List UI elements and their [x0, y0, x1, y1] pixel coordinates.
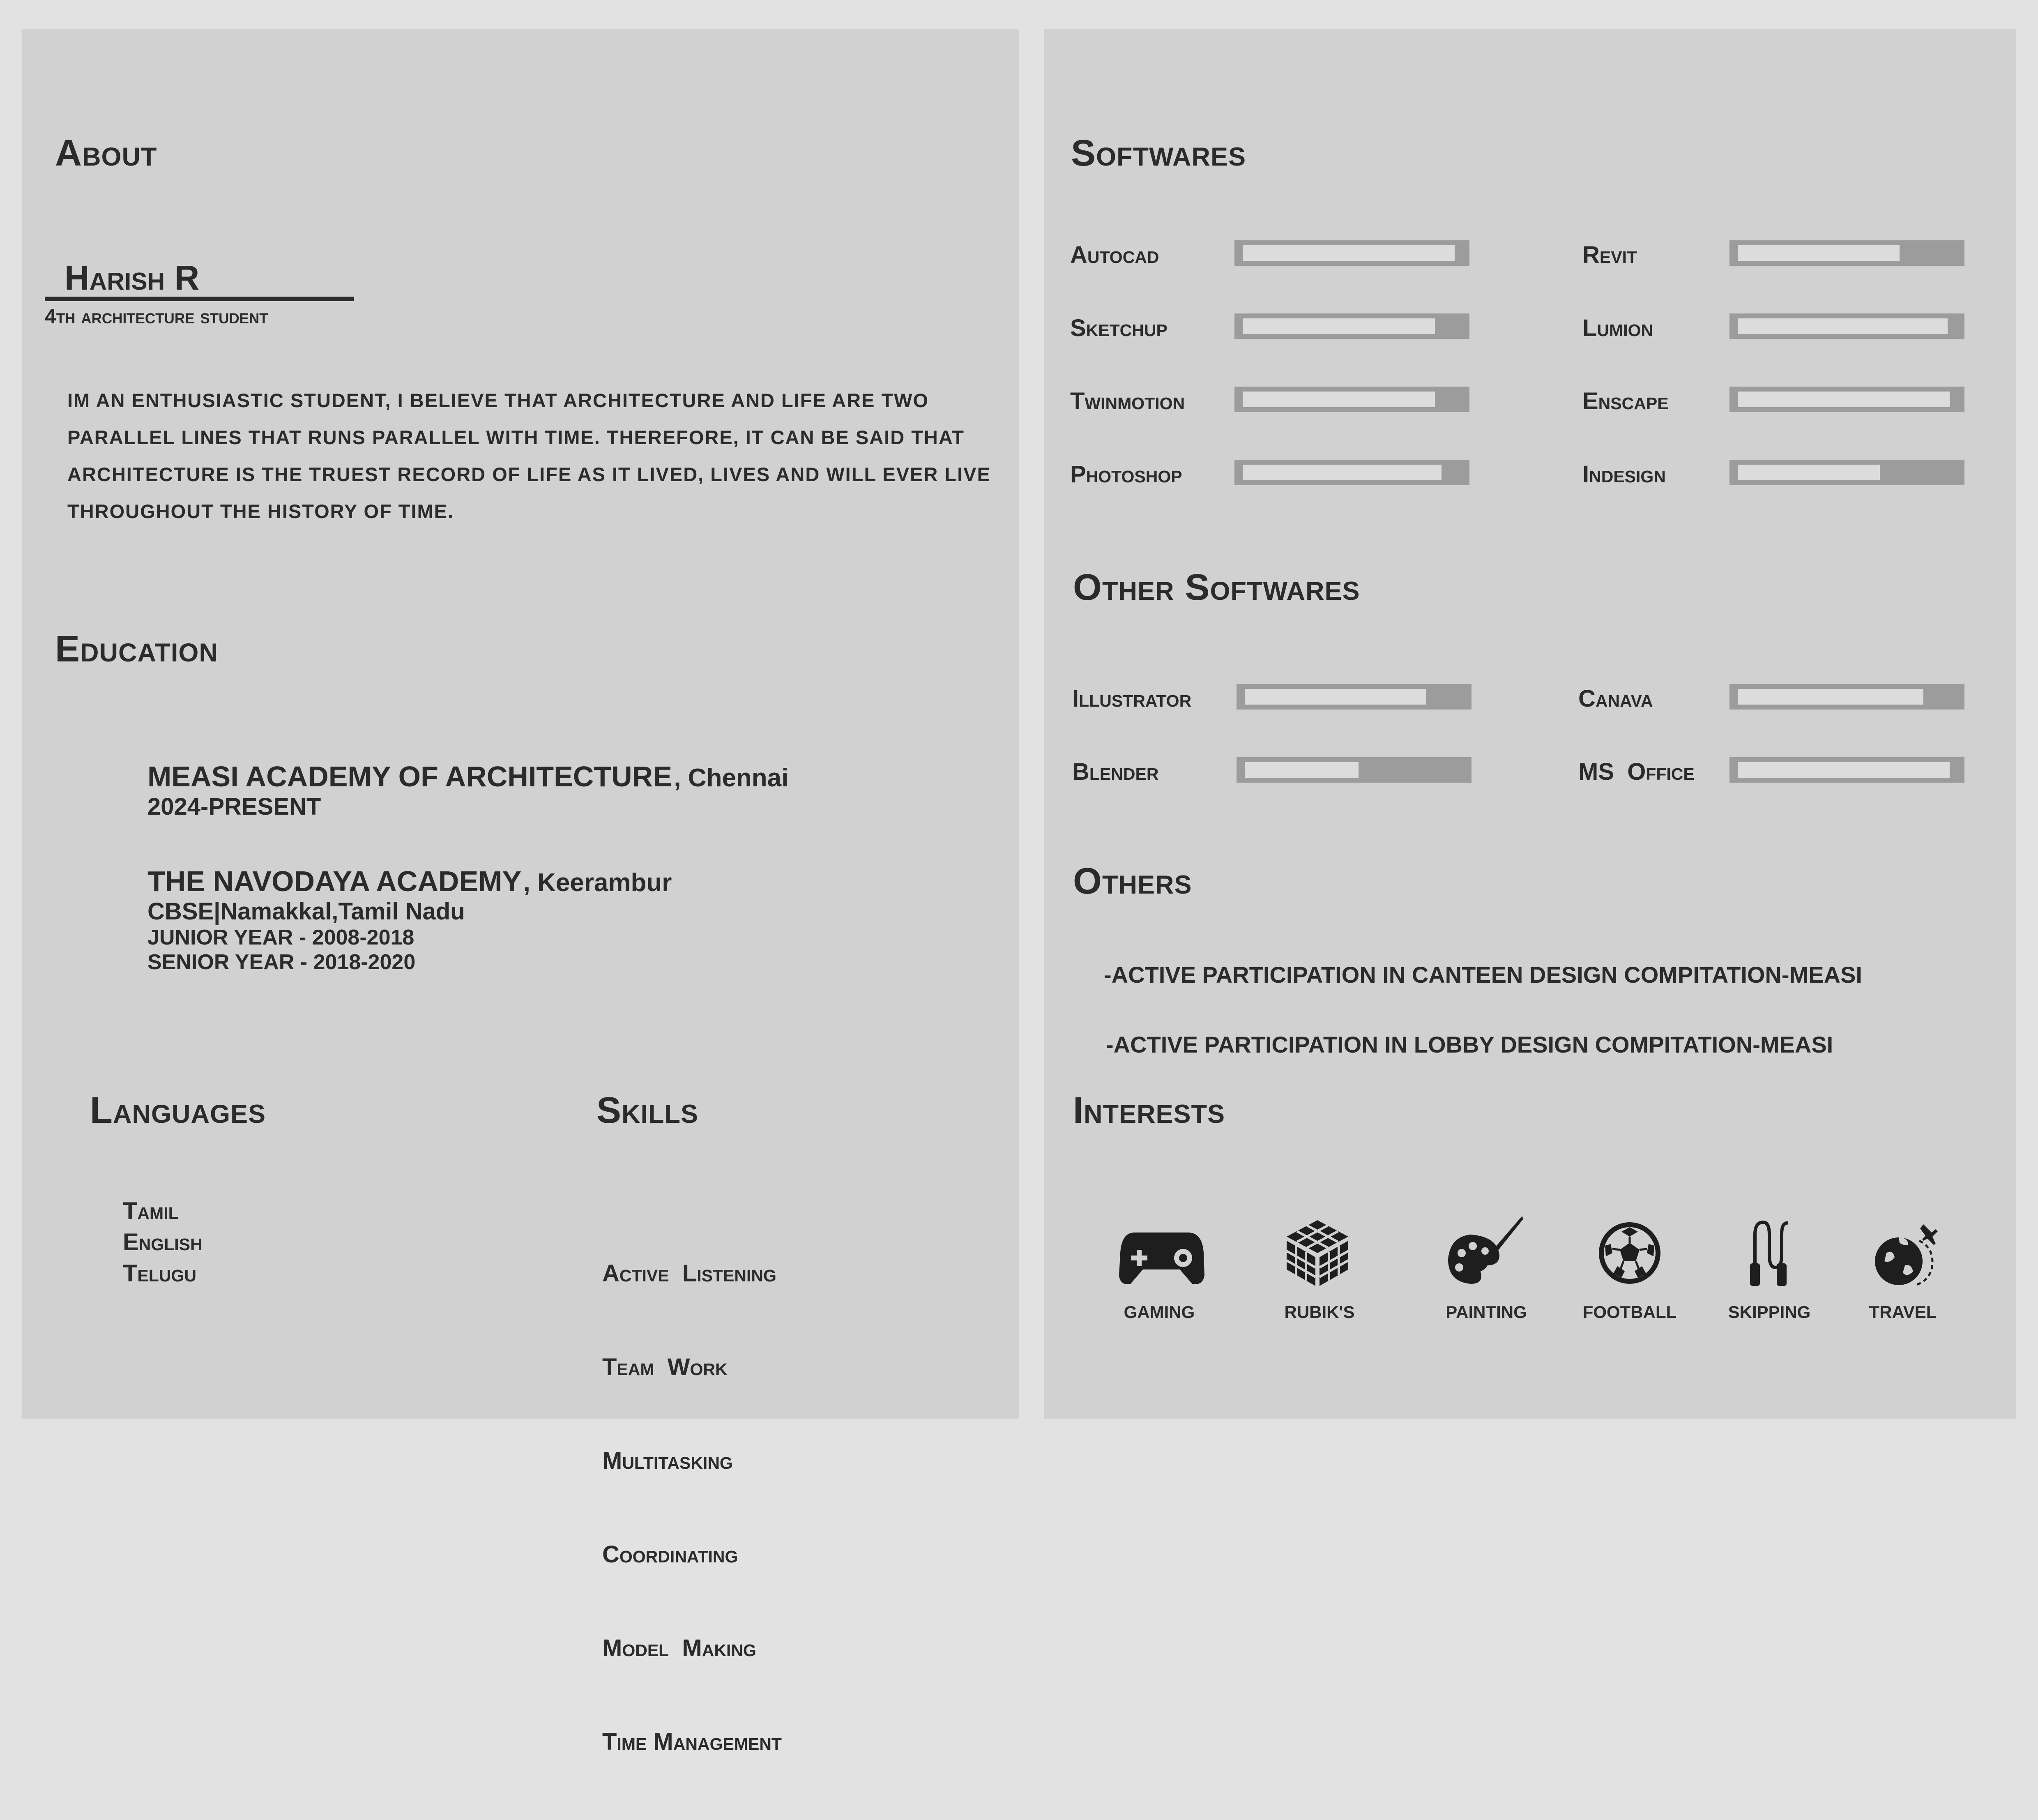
education-line: JUNIOR YEAR - 2008-2018 [147, 926, 415, 949]
skill-level-fill [1738, 689, 1923, 705]
skill-level-fill [1738, 762, 1950, 778]
gamepad-icon [1118, 1224, 1204, 1290]
education-entry [147, 865, 672, 975]
school-name: MEASI ACADEMY OF ARCHITECTURE [147, 760, 672, 793]
skill-level-bar [1237, 757, 1472, 783]
skill-level-bar [1729, 684, 1964, 710]
software-label: Autocad [1070, 242, 1159, 268]
software-label: MS Office [1578, 758, 1695, 785]
software-label: Sketchup [1070, 315, 1168, 341]
education-entry [147, 760, 788, 820]
skill-level-bar [1234, 240, 1469, 266]
skill-level-fill [1738, 465, 1880, 480]
skipping-rope-icon [1743, 1218, 1796, 1288]
person-subtitle: 4th architecture student [45, 305, 268, 328]
other-softwares-heading: Other Softwares [1073, 567, 1360, 608]
skill-item: Team Work [602, 1354, 728, 1380]
software-label: Twinmotion [1070, 388, 1185, 415]
travel-globe-icon [1870, 1220, 1940, 1290]
rubiks-cube-icon [1283, 1218, 1352, 1288]
school-city: , Chennai [674, 764, 789, 792]
skill-level-fill [1243, 318, 1435, 334]
skill-level-bar [1729, 460, 1964, 485]
others-item: -ACTIVE PARTICIPATION IN CANTEEN DESIGN COMPITATION-MEASI [1104, 962, 1862, 988]
skill-item: Multitasking [602, 1447, 733, 1474]
softwares-heading: Softwares [1071, 133, 1246, 174]
others-heading: Others [1073, 861, 1192, 902]
skill-item: Coordinating [602, 1541, 738, 1568]
software-label: Blender [1072, 758, 1159, 785]
languages-heading: Languages [90, 1090, 266, 1131]
skill-level-bar [1729, 313, 1964, 339]
skill-level-fill [1243, 465, 1442, 480]
about-heading: About [55, 133, 157, 174]
skill-level-bar [1234, 387, 1469, 412]
interest-label: FOOTBALL [1582, 1302, 1677, 1322]
skill-level-bar [1729, 387, 1964, 412]
skill-item: Active Listening [602, 1260, 776, 1287]
about-text: IM AN ENTHUSIASTIC STUDENT, I BELIEVE THAT ARCHITECTURE AND LIFE ARE TWO PARALLEL LINES THAT RUNS PARALLEL WITH TIME. THEREFORE, IT CAN BE SAID THAT ARCHITECTURE IS THE TRUEST RECORD OF LIFE AS IT LIVED, LIVES AND WILL EVER LIVE THROUGHOUT THE HISTORY OF TIME. [67, 389, 991, 522]
skill-level-bar [1729, 757, 1964, 783]
palette-icon [1442, 1214, 1524, 1288]
skills-list [602, 1196, 782, 1820]
skill-level-fill [1738, 245, 1900, 261]
school-name: THE NAVODAYA ACADEMY [147, 865, 522, 897]
left-page [22, 29, 1019, 1755]
right-page [1044, 29, 2016, 1419]
skill-level-fill [1738, 392, 1950, 407]
skill-level-bar [1729, 240, 1964, 266]
skill-level-fill [1245, 689, 1426, 705]
education-heading: Education [55, 629, 218, 670]
skill-level-fill [1243, 392, 1435, 407]
software-label: Canava [1578, 685, 1653, 712]
language-item: Tamil [123, 1198, 179, 1224]
software-label: Illustrator [1072, 685, 1192, 712]
skill-level-bar [1237, 684, 1472, 710]
interest-label: TRAVEL [1869, 1302, 1937, 1322]
language-item: Telugu [123, 1260, 196, 1287]
software-label: Revit [1582, 242, 1637, 268]
skill-item: Time Management [602, 1728, 782, 1755]
school-city: , Keerambur [523, 869, 672, 897]
education-line: SENIOR YEAR - 2018-2020 [147, 950, 416, 974]
interests-heading: Interests [1073, 1090, 1225, 1131]
skills-heading: Skills [596, 1090, 699, 1131]
others-item: -ACTIVE PARTICIPATION IN LOBBY DESIGN COMPITATION-MEASI [1106, 1032, 1833, 1057]
person-name: Harish R [45, 259, 354, 301]
education-line: 2024-PRESENT [147, 793, 321, 820]
skill-level-bar [1234, 313, 1469, 339]
interest-label: PAINTING [1446, 1302, 1527, 1322]
name-block [45, 259, 354, 328]
skill-level-fill [1245, 762, 1359, 778]
skill-level-fill [1738, 318, 1948, 334]
skill-level-fill [1243, 245, 1455, 261]
skill-item: Model Making [602, 1635, 756, 1661]
language-item: English [123, 1229, 203, 1256]
education-line: CBSE|Namakkal,Tamil Nadu [147, 898, 465, 925]
football-icon [1597, 1220, 1663, 1286]
interest-label: GAMING [1124, 1302, 1195, 1322]
interest-label: SKIPPING [1728, 1302, 1811, 1322]
software-label: Photoshop [1070, 461, 1182, 488]
skill-level-bar [1234, 460, 1469, 485]
software-label: Lumion [1582, 315, 1653, 341]
software-label: Enscape [1582, 388, 1669, 415]
software-label: Indesign [1582, 461, 1666, 488]
languages-list [123, 1196, 203, 1289]
interest-label: RUBIK'S [1284, 1302, 1355, 1322]
